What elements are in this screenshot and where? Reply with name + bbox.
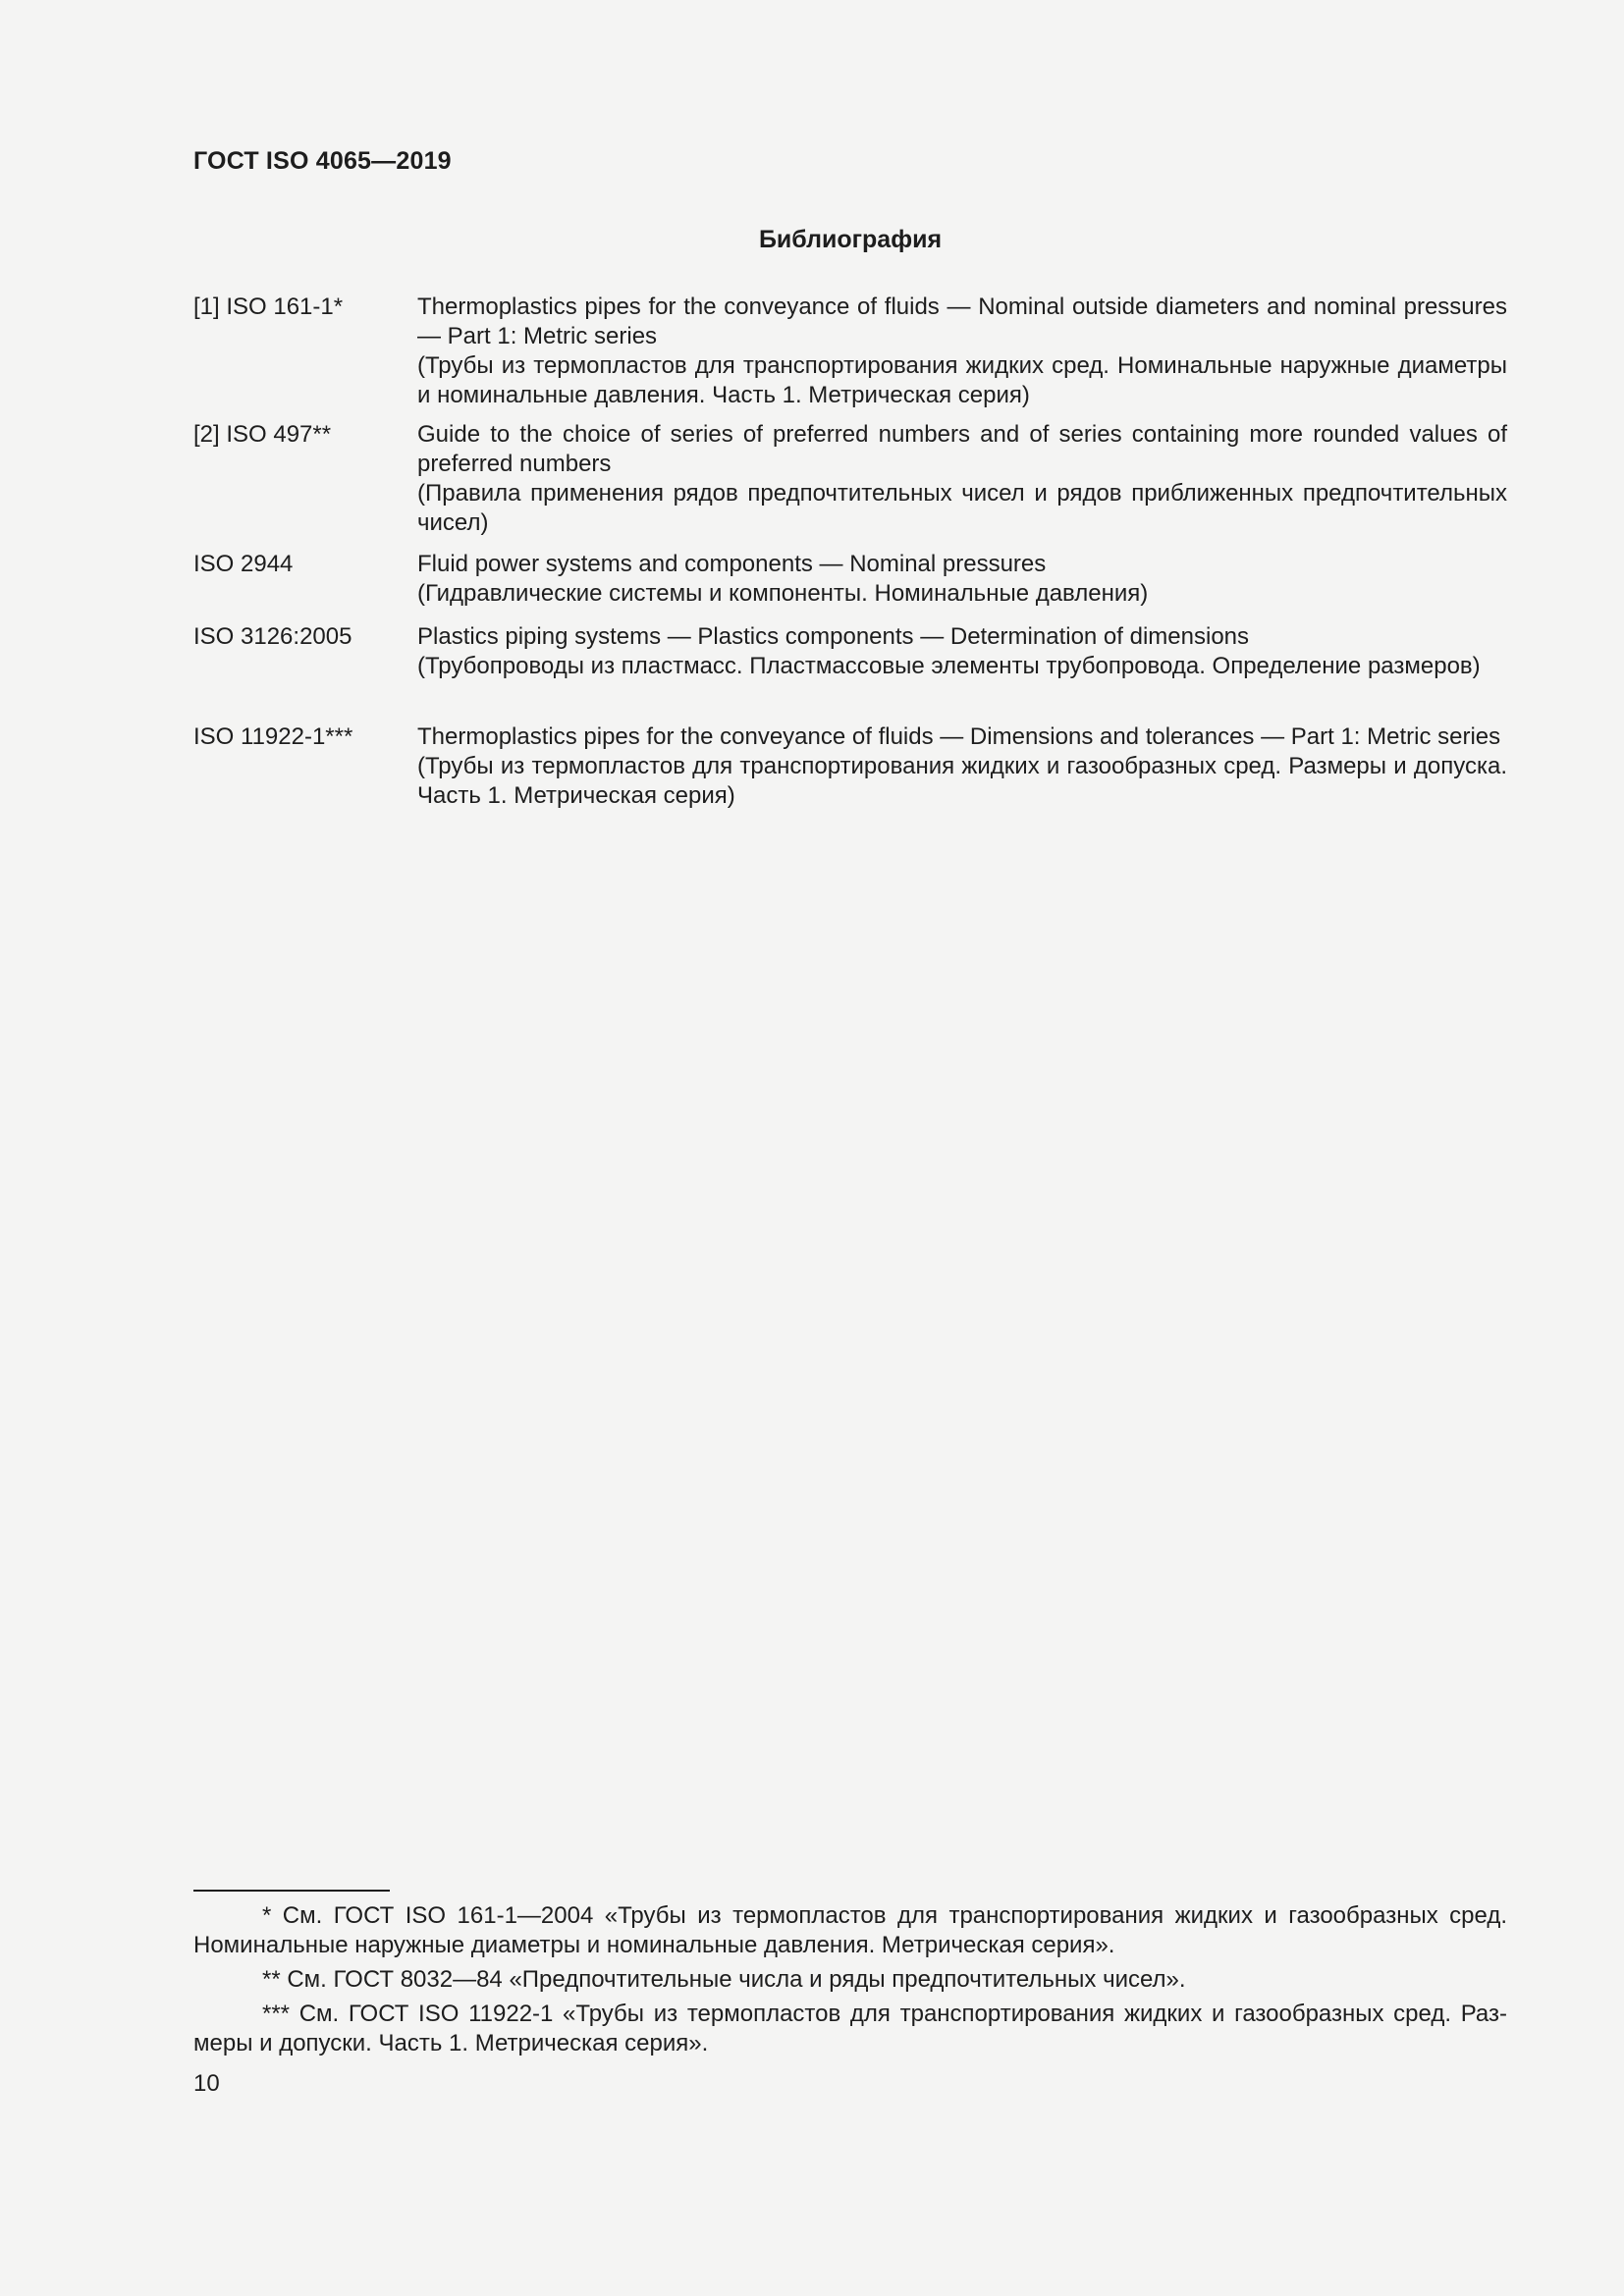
bibliography-entry	[193, 622, 1507, 681]
footnote-divider	[193, 1890, 390, 1892]
reference-title-en: Guide to the choice of series of preferred numbers and of series containing more rounded values of preferred numbers	[417, 421, 1507, 477]
reference-title-ru: (Трубы из термопластов для транспортирования жидких и газообразных сред. Размеры и допуска. Часть 1. Метрическая серия)	[417, 753, 1507, 809]
page-number: 10	[193, 2070, 220, 2097]
reference-code: ISO 2944	[193, 551, 294, 577]
reference-code: [2] ISO 497**	[193, 421, 332, 448]
reference-title-ru: (Правила применения рядов предпочтительных чисел и рядов приближенных предпочтительных чисел)	[417, 480, 1507, 536]
bibliography-entry	[193, 293, 1507, 410]
bibliography-list	[193, 293, 1507, 811]
reference-title-en: Thermoplastics pipes for the conveyance of fluids — Dimensions and tolerances — Part 1: Metric series	[417, 723, 1501, 750]
footnote: ** См. ГОСТ 8032—84 «Предпочтительные числа и ряды предпочтительных чисел».	[262, 1966, 1186, 1993]
reference-title-ru: (Трубопроводы из пластмасс. Пластмассовые элементы трубопровода. Определение размеров)	[417, 653, 1481, 679]
reference-title-ru: (Гидравлические системы и компоненты. Номинальные давления)	[417, 580, 1149, 607]
footnotes	[193, 1901, 1507, 2058]
bibliography-entry	[193, 722, 1507, 811]
bibliography-entry	[193, 420, 1507, 538]
section-title: Библиография	[758, 226, 943, 253]
bibliography-entry	[193, 550, 1507, 609]
reference-title-ru: (Трубы из термопластов для транспортирования жидких сред. Номинальные наружные диаметры и номинальные давления. Часть 1. Метрическая серия)	[417, 352, 1507, 408]
reference-code: ISO 11922-1***	[193, 723, 353, 750]
reference-title-en: Fluid power systems and components — Nominal pressures	[417, 551, 1047, 577]
reference-code: [1] ISO 161-1*	[193, 294, 344, 320]
footnote: *** См. ГОСТ ISO 11922-1 «Трубы из термопластов для транспортирования жидких и газообразных сред. Размеры и допуски. Часть 1. Метрическая серия».	[193, 2001, 1507, 2056]
reference-title-en: Thermoplastics pipes for the conveyance of fluids — Nominal outside diameters and nominal pressures — Part 1: Metric series	[417, 294, 1507, 349]
document-header: ГОСТ ISO 4065—2019	[193, 147, 452, 175]
footnote: * См. ГОСТ ISO 161-1—2004 «Трубы из термопластов для транспортирования жидких и газообразных сред. Номинальные наружные диаметры и номинальные давления. Метрическая серия».	[193, 1902, 1507, 1958]
reference-code: ISO 3126:2005	[193, 623, 352, 650]
reference-title-en: Plastics piping systems — Plastics components — Determination of dimensions	[417, 623, 1250, 650]
